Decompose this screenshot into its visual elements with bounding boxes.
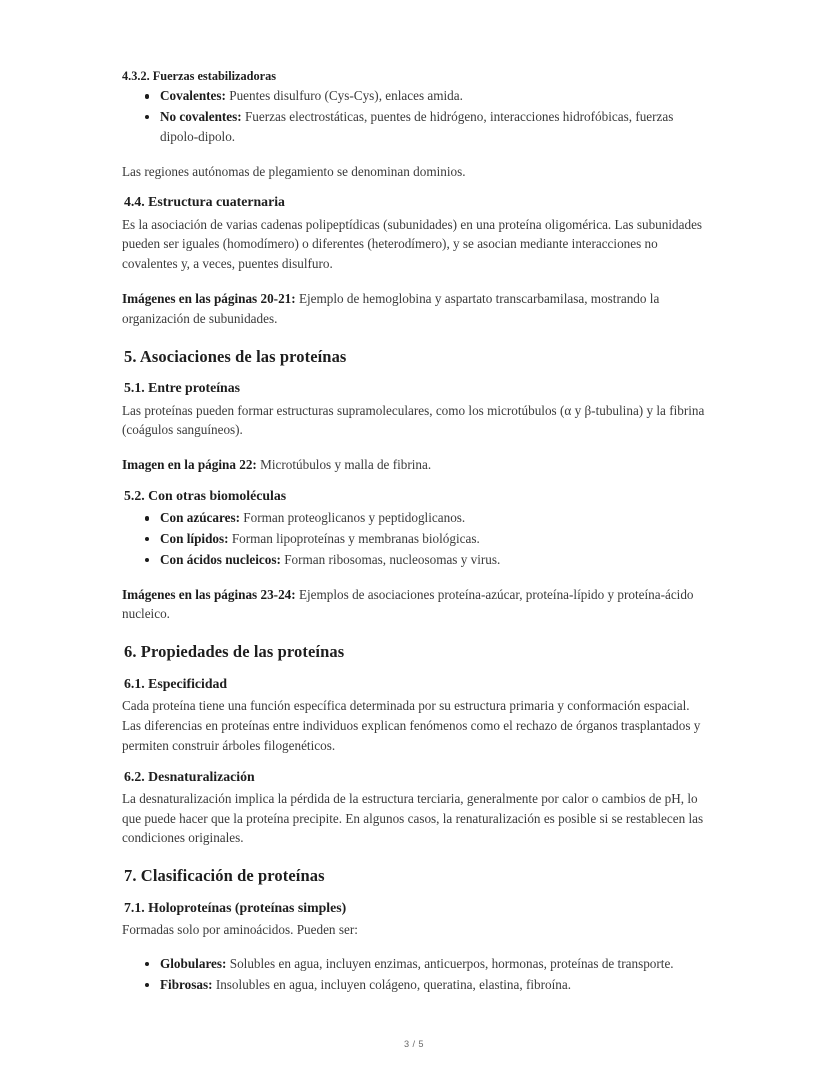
heading-4-3-2: 4.3.2. Fuerzas estabilizadoras bbox=[122, 69, 277, 83]
bullet-list-holoproteinas bbox=[122, 954, 708, 995]
heading-6-2: 6.2. Desnaturalización bbox=[124, 768, 255, 784]
heading-5-1: 5.1. Entre proteínas bbox=[124, 380, 241, 396]
heading-5-2: 5.2. Con otras biomoléculas bbox=[124, 487, 287, 503]
paragraph-imagen-22 bbox=[122, 455, 708, 475]
paragraph-text: Ejemplo de hemoglobina y aspartato transcarbamilasa, mostrando la organización de subunidades. bbox=[122, 291, 660, 326]
list-item-lead: Fibrosas: bbox=[160, 976, 213, 992]
bullet-dot-icon bbox=[145, 983, 149, 987]
paragraph-text: Ejemplos de asociaciones proteína-azúcar, proteína-lípido y proteína-ácido nucleico. bbox=[122, 586, 694, 622]
page-footer: 3 / 5 bbox=[404, 1039, 424, 1049]
list-item-lead: Con ácidos nucleicos: bbox=[160, 551, 281, 567]
list-item-text: Insolubles en agua, incluyen colágeno, queratina, elastina, fibroína. bbox=[212, 976, 572, 992]
paragraph-lead: Imágenes en las páginas 23-24: bbox=[122, 586, 296, 602]
list-item-lead: Con azúcares: bbox=[160, 510, 240, 526]
list-item bbox=[122, 508, 708, 528]
bullet-dot-icon bbox=[145, 115, 149, 119]
list-item bbox=[122, 86, 708, 106]
paragraph-imagenes-20-21 bbox=[122, 289, 708, 329]
paragraph-5-1: Las proteínas pueden formar estructuras supramoleculares, como los microtúbulos (α y β-tubulina) y la fibrina (coágulos sanguíneos). bbox=[122, 402, 705, 438]
bullet-dot-icon bbox=[145, 516, 149, 520]
heading-5: 5. Asociaciones de las proteínas bbox=[124, 346, 347, 366]
bullet-dot-icon bbox=[145, 537, 149, 541]
paragraph-lead: Imágenes en las páginas 20-21: bbox=[122, 291, 296, 306]
list-item-text: Puentes disulfuro (Cys-Cys), enlaces amida. bbox=[225, 88, 463, 104]
paragraph-6-2: La desnaturalización implica la pérdida de la estructura terciaria, generalmente por calor o cambios de pH, lo que puede hacer que la proteína precipite. En algunos casos, la renaturalización es posible si se restablecen las condiciones originales. bbox=[122, 790, 704, 846]
bullet-list-fuerzas-estabilizadoras bbox=[122, 86, 708, 146]
heading-4-4: 4.4. Estructura cuaternaria bbox=[124, 194, 285, 210]
paragraph-text: Microtúbulos y malla de fibrina. bbox=[256, 457, 432, 473]
heading-6: 6. Propiedades de las proteínas bbox=[124, 642, 345, 662]
paragraph-7-1: Formadas solo por aminoácidos. Pueden ser: bbox=[122, 922, 358, 938]
paragraph-lead: Imagen en la página 22: bbox=[122, 457, 257, 473]
heading-7: 7. Clasificación de proteínas bbox=[124, 866, 325, 886]
bullet-dot-icon bbox=[145, 558, 149, 562]
bullet-list-otras-biomoleculas bbox=[122, 508, 708, 569]
paragraph-dominios: Las regiones autónomas de plegamiento se denominan dominios. bbox=[122, 163, 466, 179]
document-content bbox=[122, 68, 708, 995]
list-item-lead: Globulares: bbox=[160, 955, 227, 971]
bullet-dot-icon bbox=[145, 962, 149, 966]
bullet-dot-icon bbox=[145, 94, 149, 98]
paragraph-4-4: Es la asociación de varias cadenas polipeptídicas (subunidades) en una proteína oligomérica. Las subunidades pueden ser iguales (homodímero) o diferentes (heterodímero), y se asocian mediante interacciones no covalentes y, a veces, puentes disulfuro. bbox=[122, 216, 703, 272]
list-item bbox=[122, 975, 708, 995]
list-item-lead: Covalentes: bbox=[160, 88, 226, 104]
list-item bbox=[122, 529, 708, 549]
list-item bbox=[122, 954, 708, 974]
list-item-text: Forman lipoproteínas y membranas biológicas. bbox=[228, 530, 480, 546]
list-item-text: Forman proteoglicanos y peptidoglicanos. bbox=[239, 510, 466, 526]
paragraph-6-1: Cada proteína tiene una función específica determinada por su estructura primaria y conformación espacial. Las diferencias en proteínas entre individuos explican fenómenos como el rechazo de órganos trasplantados y permiten construir árboles filogenéticos. bbox=[122, 698, 701, 753]
list-item-lead: No covalentes: bbox=[160, 109, 242, 125]
list-item-lead: Con lípidos: bbox=[160, 530, 229, 546]
heading-6-1: 6.1. Especificidad bbox=[124, 675, 228, 691]
list-item-text: Solubles en agua, incluyen enzimas, anticuerpos, hormonas, proteínas de transporte. bbox=[226, 955, 674, 971]
heading-7-1: 7.1. Holoproteínas (proteínas simples) bbox=[124, 899, 347, 915]
list-item-text: Fuerzas electrostáticas, puentes de hidrógeno, interacciones hidrofóbicas, fuerzas dipolo-dipolo. bbox=[160, 109, 674, 144]
paragraph-imagenes-23-24 bbox=[122, 585, 708, 625]
list-item bbox=[122, 550, 708, 570]
list-item-text: Forman ribosomas, nucleosomas y virus. bbox=[280, 551, 501, 567]
list-item bbox=[122, 107, 708, 147]
